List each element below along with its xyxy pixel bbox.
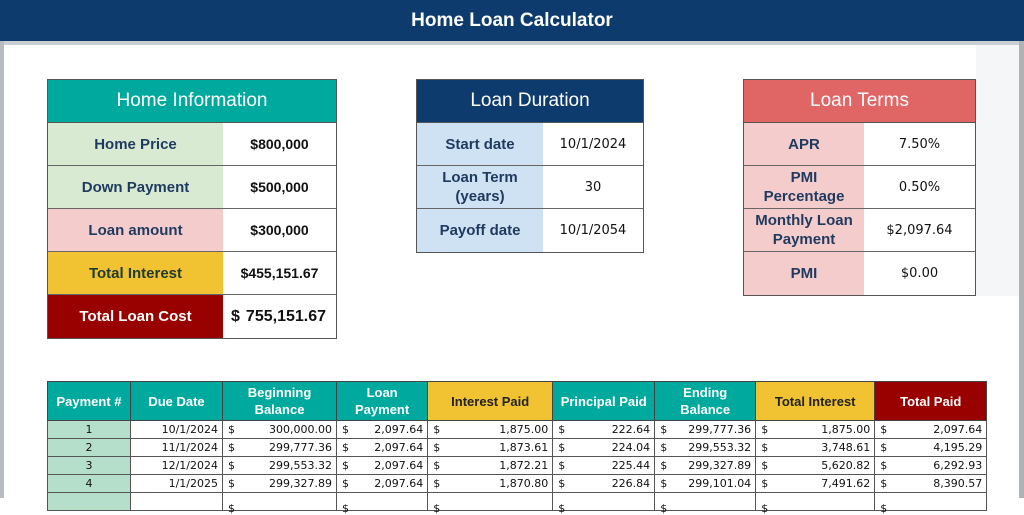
total-loan-cost-value[interactable] [223,295,336,338]
total-interest-row [48,252,336,295]
principal-paid-cell[interactable]: $ 222.64 [553,421,655,439]
total-paid-cell[interactable]: $ 4,195.29 [875,439,987,457]
home-price-row [48,123,336,166]
loan-term-value[interactable]: 30 [543,166,643,208]
page-title: Home Loan Calculator [411,9,613,31]
apr-value[interactable]: 7.50% [864,123,975,165]
due-date-cell[interactable]: 1/1/2025 [131,475,223,493]
monthly-loan-payment-label: Monthly Loan Payment [744,209,864,251]
loan-payment-cell[interactable]: $ 2,097.64 [337,457,428,475]
monthly-loan-payment-row [744,209,975,252]
ending-balance-cell[interactable]: $ 299,553.32 [655,439,756,457]
pmi-percentage-label: PMI Percentage [744,166,864,208]
home-information-header: Home Information [48,80,336,123]
beginning-balance-cell[interactable]: $ 299,327.89 [223,475,337,493]
total-interest-cell[interactable]: $ 3,748.61 [756,439,875,457]
beginning-balance-cell[interactable]: $ 299,553.32 [223,457,337,475]
payment-number-cell[interactable] [48,493,131,511]
pmi-row [744,252,975,295]
interest-paid-cell[interactable]: $ 1,875.00 [428,421,553,439]
loan-duration-card [416,79,644,253]
column-header-beginning-balance[interactable]: Beginning Balance [223,382,337,421]
column-header-interest-paid[interactable]: Interest Paid [428,382,553,421]
currency-symbol: $ [231,307,240,325]
table-row [48,439,987,457]
total-paid-cell[interactable]: $ 2,097.64 [875,421,987,439]
column-header-total-interest[interactable]: Total Interest [756,382,875,421]
column-header-total-paid[interactable]: Total Paid [875,382,987,421]
due-date-cell[interactable] [131,493,223,511]
principal-paid-cell[interactable]: $ 225.44 [553,457,655,475]
total-interest-cell[interactable]: $ 5,620.82 [756,457,875,475]
loan-payment-cell[interactable]: $ 2,097.64 [337,475,428,493]
payoff-date-value[interactable]: 10/1/2054 [543,209,643,252]
pmi-percentage-row [744,166,975,209]
left-window-edge [0,41,4,498]
ending-balance-cell[interactable]: $ 299,101.04 [655,475,756,493]
loan-terms-header: Loan Terms [744,80,975,123]
header-divider [0,41,1024,45]
total-paid-cell[interactable]: $ 8,390.57 [875,475,987,493]
home-price-label: Home Price [48,123,223,165]
column-header-loan-payment[interactable]: Loan Payment [337,382,428,421]
beginning-balance-cell[interactable]: $ 300,000.00 [223,421,337,439]
total-interest-cell[interactable]: $ 1,875.00 [756,421,875,439]
loan-duration-header: Loan Duration [417,80,643,123]
pmi-percentage-value[interactable]: 0.50% [864,166,975,208]
total-interest-value[interactable]: $455,151.67 [223,252,336,294]
due-date-cell[interactable]: 11/1/2024 [131,439,223,457]
payment-number-cell[interactable]: 4 [48,475,131,493]
payoff-date-row [417,209,643,252]
loan-amount-row [48,209,336,252]
payment-number-cell[interactable]: 3 [48,457,131,475]
pmi-value[interactable]: $0.00 [864,252,975,295]
due-date-cell[interactable]: 12/1/2024 [131,457,223,475]
down-payment-label: Down Payment [48,166,223,208]
column-header-due-date[interactable]: Due Date [131,382,223,421]
interest-paid-cell[interactable]: $ 1,872.21 [428,457,553,475]
ending-balance-cell[interactable]: $ [655,493,756,511]
loan-term-row [417,166,643,209]
beginning-balance-cell[interactable]: $ [223,493,337,511]
total-paid-cell[interactable]: $ [875,493,987,511]
column-header-ending-balance[interactable]: Ending Balance [655,382,756,421]
loan-term-label: Loan Term (years) [417,166,543,208]
table-row [48,457,987,475]
table-row-partial [48,493,987,511]
payoff-date-label: Payoff date [417,209,543,252]
table-header-row [48,382,987,421]
loan-amount-label: Loan amount [48,209,223,251]
ending-balance-cell[interactable]: $ 299,327.89 [655,457,756,475]
beginning-balance-cell[interactable]: $ 299,777.36 [223,439,337,457]
ending-balance-cell[interactable]: $ 299,777.36 [655,421,756,439]
principal-paid-cell[interactable]: $ [553,493,655,511]
start-date-label: Start date [417,123,543,165]
principal-paid-cell[interactable]: $ 226.84 [553,475,655,493]
interest-paid-cell[interactable]: $ [428,493,553,511]
amortization-schedule-table [47,381,987,515]
down-payment-row [48,166,336,209]
total-interest-cell[interactable]: $ 7,491.62 [756,475,875,493]
total-interest-cell[interactable]: $ [756,493,875,511]
right-side-panel [976,45,1019,296]
total-loan-cost-amount: 755,151.67 [245,307,326,325]
interest-paid-cell[interactable]: $ 1,873.61 [428,439,553,457]
payment-number-cell[interactable]: 1 [48,421,131,439]
column-header-payment-number[interactable]: Payment # [48,382,131,421]
monthly-loan-payment-value[interactable]: $2,097.64 [864,209,975,251]
total-interest-label: Total Interest [48,252,223,294]
pmi-label: PMI [744,252,864,295]
title-bar [0,0,1024,41]
start-date-value[interactable]: 10/1/2024 [543,123,643,165]
total-paid-cell[interactable]: $ 6,292.93 [875,457,987,475]
loan-terms-card [743,79,976,296]
interest-paid-cell[interactable]: $ 1,870.80 [428,475,553,493]
loan-amount-value[interactable]: $300,000 [223,209,336,251]
vertical-scrollbar[interactable] [1019,41,1024,498]
due-date-cell[interactable]: 10/1/2024 [131,421,223,439]
principal-paid-cell[interactable]: $ 224.04 [553,439,655,457]
home-information-card [47,79,337,339]
apr-label: APR [744,123,864,165]
table-row [48,475,987,493]
total-loan-cost-row [48,295,336,338]
loan-payment-cell[interactable]: $ 2,097.64 [337,421,428,439]
home-price-value[interactable]: $800,000 [223,123,336,165]
start-date-row [417,123,643,166]
column-header-principal-paid[interactable]: Principal Paid [553,382,655,421]
payment-number-cell[interactable]: 2 [48,439,131,457]
down-payment-value[interactable]: $500,000 [223,166,336,208]
loan-payment-cell[interactable]: $ 2,097.64 [337,439,428,457]
apr-row [744,123,975,166]
total-loan-cost-label: Total Loan Cost [48,295,223,338]
table-row [48,421,987,439]
loan-payment-cell[interactable]: $ [337,493,428,511]
